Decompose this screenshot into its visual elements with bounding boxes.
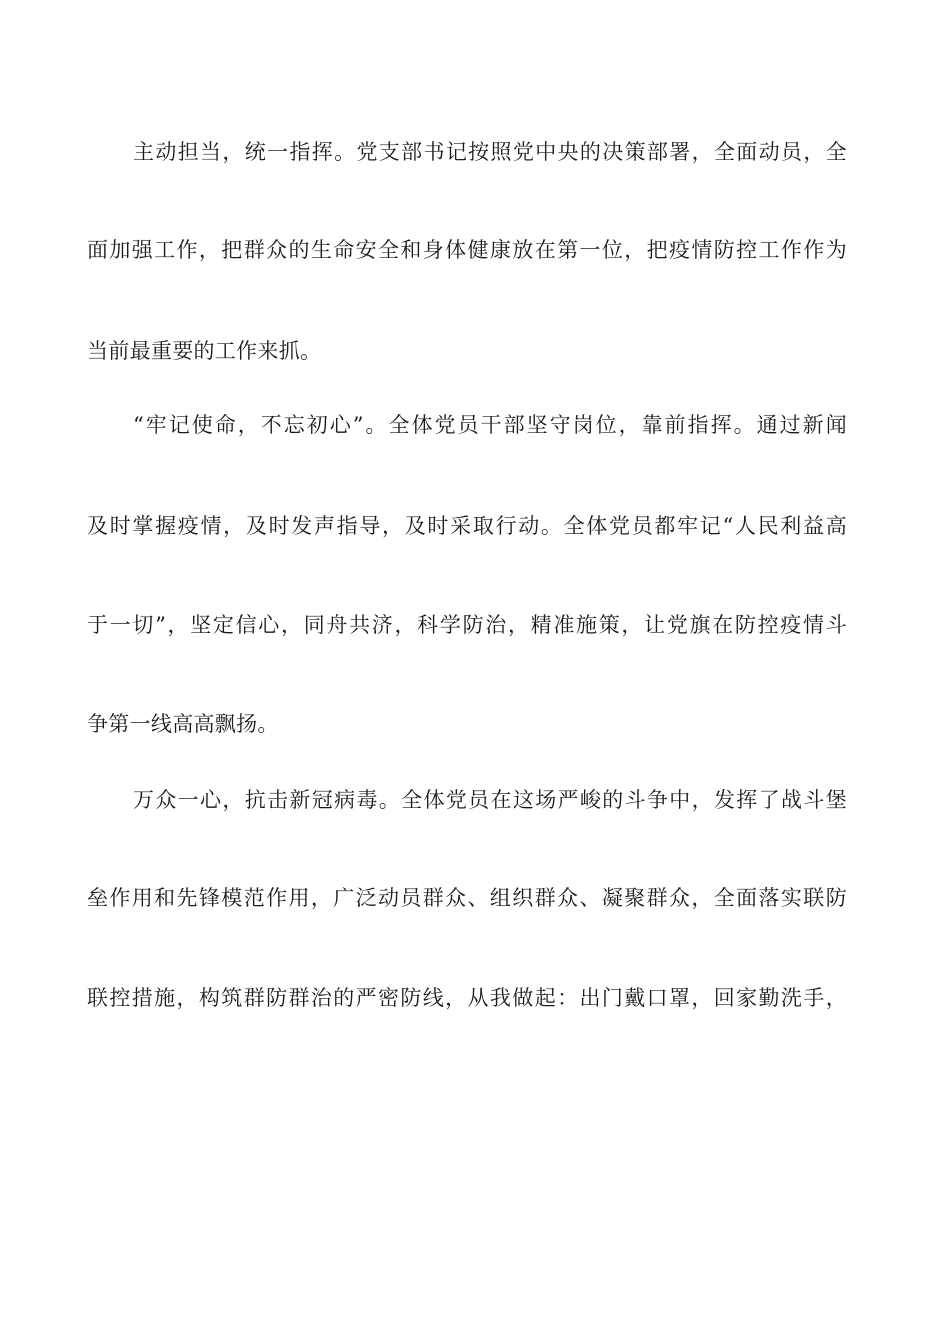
text-line: 争第一线高高飘扬。 [87, 712, 279, 736]
text-line: 于一切”，坚定信心，同舟共济，科学防治，精准施策，让党旗在防控疫情斗 [87, 613, 847, 637]
text-line: 万众一心，抗击新冠病毒。全体党员在这场严峻的斗争中，发挥了战斗堡 [133, 788, 847, 812]
text-line: 联控措施，构筑群防群治的严密防线，从我做起：出门戴口罩，回家勤洗手， [87, 986, 847, 1010]
text-line: 面加强工作，把群众的生命安全和身体健康放在第一位，把疫情防控工作作为 [87, 238, 847, 262]
text-line: 当前最重要的工作来抓。 [87, 339, 322, 363]
text-line: 及时掌握疫情，及时发声指导，及时采取行动。全体党员都牢记“人民利益高 [87, 514, 847, 538]
text-line: “牢记使命，不忘初心”。全体党员干部坚守岗位，靠前指挥。通过新闻 [133, 413, 847, 437]
text-line: 主动担当，统一指挥。党支部书记按照党中央的决策部署，全面动员，全 [133, 140, 847, 164]
text-line: 垒作用和先锋模范作用，广泛动员群众、组织群众、凝聚群众，全面落实联防 [87, 886, 847, 910]
